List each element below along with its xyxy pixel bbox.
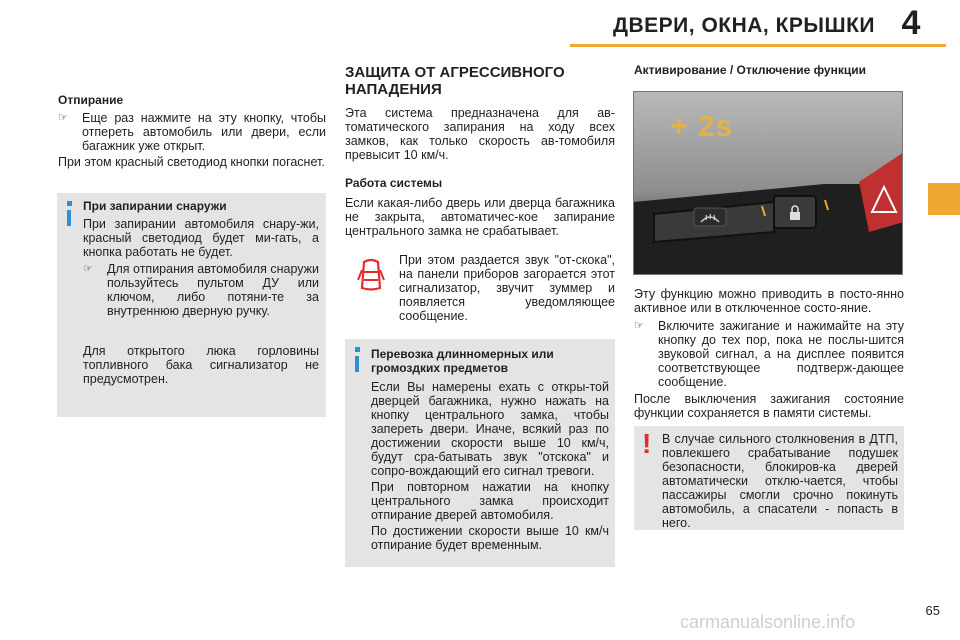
info-icon — [355, 347, 360, 352]
door-open-warning-icon — [357, 258, 385, 292]
lock-button-icon — [788, 204, 802, 222]
warning-text: При этом раздается звук "от-скока", на панели приборов загорается этот сигнализатор, звучит зуммер и появляется уведомляющее сообщение. — [399, 253, 615, 323]
warning-exclamation-icon: ! — [642, 428, 652, 459]
outside-lock-info-box — [57, 193, 326, 417]
page-number: 65 — [925, 603, 940, 618]
long-loads-heading: Перевозка длинномерных или громоздких предметов — [371, 347, 554, 375]
intro-text: Эта система предназначена для ав-томатического запирания на ходу всех замков, как только скорость ав-томобиля превысит 10 км/ч. — [345, 106, 615, 162]
long-loads-info-box — [345, 339, 615, 567]
unlock-bullet: ☞ Еще раз нажмите на эту кнопку, чтобы отпереть автомобиль или двери, если багажник уже открыт. — [58, 111, 326, 153]
long-loads-p2: При повторном нажатии на кнопку центрального замка происходит отпирание дверей автомобиля. — [371, 480, 609, 522]
pointing-hand-icon: ☞ — [634, 320, 644, 332]
column-3 — [634, 287, 904, 420]
outside-lock-text: При запирании автомобиля снару-жи, красный светодиод будет ми-гать, а кнопка работать не будет. — [83, 217, 319, 259]
activation-text: Эту функцию можно приводить в посто-янно активное или в отключенное состо-яние. — [634, 287, 904, 315]
operation-text: Если какая-либо дверь или дверца багажника не закрыта, автоматичес-кое запирание центрального замка не срабатывает. — [345, 196, 615, 238]
long-loads-p3: По достижении скорости выше 10 км/ч отпирание будет временным. — [371, 524, 609, 552]
crash-warning-text: В случае сильного столкновения в ДТП, повлекшего срабатывание подушек безопасности, блокиров-ка дверей автоматически отклю-чается, чтобы пассажиры смогли срочно покинуть автомобиль, а спасатели - попасть в него. — [662, 432, 898, 530]
info-bar — [67, 210, 71, 226]
unlock-heading: Отпирание — [58, 93, 124, 107]
operation-heading: Работа системы — [345, 176, 443, 190]
column-1 — [58, 93, 326, 169]
hold-time-label: + 2s — [670, 110, 734, 143]
outside-lock-heading: При запирании снаружи — [83, 199, 227, 213]
activation-bullet: ☞ Включите зажигание и нажимайте на эту кнопку до тех пор, пока не послы-шится звуковой сигнал, а на дисплее появится соответствующее подтверж-дающее сообщение. — [634, 319, 904, 389]
info-bar — [355, 356, 359, 372]
column-2 — [345, 64, 615, 238]
fuel-flap-note: Для открытого люка горловины топливного бака сигнализатор не предусмотрен. — [83, 344, 319, 386]
header-rule — [570, 44, 946, 47]
activation-heading: Активирование / Отключение функции — [634, 63, 866, 77]
crash-warning-box — [634, 426, 904, 530]
info-icon — [67, 201, 72, 206]
memory-text: После выключения зажигания состояние функции сохраняется в памяти системы. — [634, 392, 904, 420]
pointing-hand-icon: ☞ — [83, 263, 93, 275]
defrost-icon — [699, 212, 721, 224]
long-loads-p1: Если Вы намерены ехать с откры-той дверцей багажника, нужно нажать на кнопку центрального замка, чтобы запереть двери. Иначе, всякий раз по достижении скорости выше 10 км/ч, будут сра-батывать звук "отскока" и сопро-вождающий его сигнал тревоги. — [371, 380, 609, 478]
unlock-note: При этом красный светодиод кнопки погаснет. — [58, 155, 325, 169]
outside-lock-bullet: ☞ Для отпирания автомобиля снаружи пользуйтесь пультом ДУ или ключом, либо потяни-те за внутреннюю дверную ручку. — [83, 262, 319, 318]
watermark: carmanualsonline.info — [680, 612, 856, 632]
section-title: ЗАЩИТА ОТ АГРЕССИВНОГО НАПАДЕНИЯ — [345, 64, 565, 98]
chapter-number: 4 — [901, 4, 921, 42]
chapter-tab — [928, 183, 960, 215]
pointing-hand-icon: ☞ — [58, 112, 68, 124]
dashboard-buttons-photo — [633, 91, 903, 275]
page-title: ДВЕРИ, ОКНА, КРЫШКИ — [613, 14, 875, 37]
